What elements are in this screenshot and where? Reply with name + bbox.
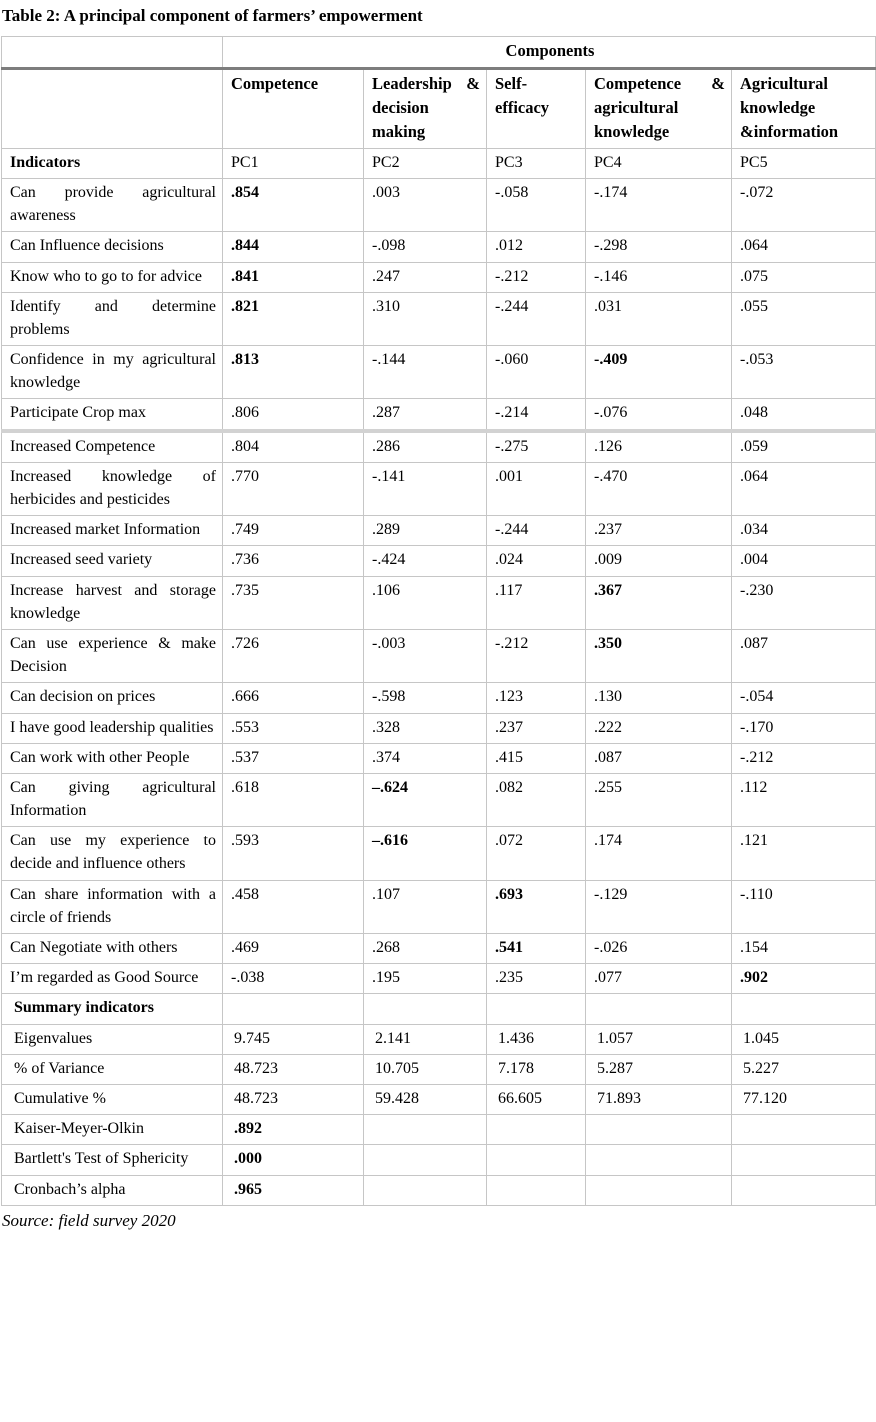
table-row <box>2 546 876 576</box>
value-cell-pc4 <box>586 1175 732 1205</box>
indicator-label: Can use my experience to decide and influence others <box>2 827 223 880</box>
summary-row <box>2 1084 876 1114</box>
empty-cell <box>364 994 487 1024</box>
value-cell-pc1: 9.745 <box>223 1024 364 1054</box>
value-cell-pc3 <box>487 1115 586 1145</box>
pca-table <box>1 36 876 1206</box>
pc-label-2: PC2 <box>364 148 487 178</box>
value-cell-pc1: .553 <box>223 713 364 743</box>
table-row <box>2 516 876 546</box>
indicator-label: Can work with other People <box>2 743 223 773</box>
value-cell-pc2: -.141 <box>364 462 487 515</box>
value-cell-pc4: .237 <box>586 516 732 546</box>
indicator-label: Increased seed variety <box>2 546 223 576</box>
table-row <box>2 683 876 713</box>
value-cell-pc4: .130 <box>586 683 732 713</box>
value-cell-pc2: .247 <box>364 262 487 292</box>
pc-label-3: PC3 <box>487 148 586 178</box>
indicator-label: Kaiser-Meyer-Olkin <box>2 1115 223 1145</box>
value-cell-pc3: 1.436 <box>487 1024 586 1054</box>
summary-row <box>2 1175 876 1205</box>
value-cell-pc4: -.026 <box>586 934 732 964</box>
value-cell-pc5: .902 <box>732 964 876 994</box>
value-cell-pc5: .034 <box>732 516 876 546</box>
indicator-label: Increased market Information <box>2 516 223 546</box>
value-cell-pc2: .286 <box>364 431 487 463</box>
value-cell-pc4: .350 <box>586 629 732 682</box>
indicator-label: Can Influence decisions <box>2 232 223 262</box>
indicator-label: Can provide agricultural awareness <box>2 178 223 231</box>
value-cell-pc3: -.244 <box>487 516 586 546</box>
value-cell-pc2 <box>364 1115 487 1145</box>
value-cell-pc4: .009 <box>586 546 732 576</box>
value-cell-pc3: .024 <box>487 546 586 576</box>
value-cell-pc2 <box>364 1145 487 1175</box>
indicator-label: Increased Competence <box>2 431 223 463</box>
value-cell-pc4: 1.057 <box>586 1024 732 1054</box>
value-cell-pc3: .415 <box>487 743 586 773</box>
value-cell-pc2: -.144 <box>364 346 487 399</box>
column-headers-row <box>2 69 876 149</box>
value-cell-pc5: -.053 <box>732 346 876 399</box>
value-cell-pc2: .003 <box>364 178 487 231</box>
value-cell-pc4 <box>586 1145 732 1175</box>
value-cell-pc5: .075 <box>732 262 876 292</box>
value-cell-pc5: 5.227 <box>732 1054 876 1084</box>
table-row <box>2 292 876 345</box>
value-cell-pc3: -.212 <box>487 629 586 682</box>
value-cell-pc2: -.098 <box>364 232 487 262</box>
table-row <box>2 431 876 463</box>
value-cell-pc4: 5.287 <box>586 1054 732 1084</box>
value-cell-pc5 <box>732 1145 876 1175</box>
value-cell-pc2: .310 <box>364 292 487 345</box>
indicator-label: I have good leadership qualities <box>2 713 223 743</box>
table-row <box>2 576 876 629</box>
value-cell-pc1: .841 <box>223 262 364 292</box>
table-row <box>2 629 876 682</box>
value-cell-pc4: .077 <box>586 964 732 994</box>
value-cell-pc4: -.409 <box>586 346 732 399</box>
value-cell-pc3: .693 <box>487 880 586 933</box>
value-cell-pc3: .123 <box>487 683 586 713</box>
value-cell-pc5 <box>732 1115 876 1145</box>
column-header-1: Competence <box>223 69 364 149</box>
value-cell-pc3 <box>487 1175 586 1205</box>
value-cell-pc5: .087 <box>732 629 876 682</box>
value-cell-pc2: 10.705 <box>364 1054 487 1084</box>
corner-cell <box>2 37 223 69</box>
indicator-label: Increased knowledge of herbicides and pesticides <box>2 462 223 515</box>
value-cell-pc4: -.129 <box>586 880 732 933</box>
value-cell-pc2 <box>364 1175 487 1205</box>
table-row <box>2 773 876 826</box>
value-cell-pc2: 2.141 <box>364 1024 487 1054</box>
value-cell-pc5: .064 <box>732 462 876 515</box>
value-cell-pc3: .072 <box>487 827 586 880</box>
summary-row <box>2 1024 876 1054</box>
value-cell-pc4: -.470 <box>586 462 732 515</box>
indicator-label: Know who to go to for advice <box>2 262 223 292</box>
value-cell-pc1: .593 <box>223 827 364 880</box>
empty-cell <box>223 994 364 1024</box>
components-spanner-header: Components <box>223 37 876 69</box>
table-row <box>2 964 876 994</box>
value-cell-pc4 <box>586 1115 732 1145</box>
value-cell-pc4: .031 <box>586 292 732 345</box>
summary-row <box>2 1054 876 1084</box>
column-header-2: Leadership & decision making <box>364 69 487 149</box>
summary-row <box>2 1145 876 1175</box>
value-cell-pc1: .770 <box>223 462 364 515</box>
indicator-label: Identify and determine problems <box>2 292 223 345</box>
table-row <box>2 880 876 933</box>
value-cell-pc3: -.244 <box>487 292 586 345</box>
value-cell-pc2: –.616 <box>364 827 487 880</box>
table-row <box>2 399 876 431</box>
pc-label-5: PC5 <box>732 148 876 178</box>
value-cell-pc3: -.214 <box>487 399 586 431</box>
value-cell-pc5: .064 <box>732 232 876 262</box>
indicator-label: Can Negotiate with others <box>2 934 223 964</box>
table-row <box>2 934 876 964</box>
value-cell-pc5 <box>732 1175 876 1205</box>
column-header-3: Self-efficacy <box>487 69 586 149</box>
value-cell-pc3: .117 <box>487 576 586 629</box>
value-cell-pc5: -.212 <box>732 743 876 773</box>
value-cell-pc3: .237 <box>487 713 586 743</box>
value-cell-pc4: -.146 <box>586 262 732 292</box>
value-cell-pc3: .012 <box>487 232 586 262</box>
value-cell-pc1: .726 <box>223 629 364 682</box>
value-cell-pc2: .289 <box>364 516 487 546</box>
value-cell-pc1: .000 <box>223 1145 364 1175</box>
value-cell-pc5: .121 <box>732 827 876 880</box>
value-cell-pc3: 7.178 <box>487 1054 586 1084</box>
empty-cell <box>487 994 586 1024</box>
value-cell-pc4: 71.893 <box>586 1084 732 1114</box>
value-cell-pc5: -.170 <box>732 713 876 743</box>
value-cell-pc1: .469 <box>223 934 364 964</box>
indicator-label: Confidence in my agricultural knowledge <box>2 346 223 399</box>
value-cell-pc3: .235 <box>487 964 586 994</box>
value-cell-pc3: .001 <box>487 462 586 515</box>
indicator-label: Increase harvest and storage knowledge <box>2 576 223 629</box>
value-cell-pc1: .821 <box>223 292 364 345</box>
table-row <box>2 346 876 399</box>
indicator-label: Can use experience & make Decision <box>2 629 223 682</box>
value-cell-pc4: -.174 <box>586 178 732 231</box>
value-cell-pc5: .154 <box>732 934 876 964</box>
value-cell-pc1: .965 <box>223 1175 364 1205</box>
empty-cell <box>732 994 876 1024</box>
indicator-label: Bartlett's Test of Sphericity <box>2 1145 223 1175</box>
table-row <box>2 827 876 880</box>
value-cell-pc1: .736 <box>223 546 364 576</box>
indicator-label: Can decision on prices <box>2 683 223 713</box>
value-cell-pc1: .892 <box>223 1115 364 1145</box>
value-cell-pc5: .004 <box>732 546 876 576</box>
value-cell-pc4: -.298 <box>586 232 732 262</box>
value-cell-pc5: -.072 <box>732 178 876 231</box>
value-cell-pc4: -.076 <box>586 399 732 431</box>
empty-cell <box>586 994 732 1024</box>
column-header-4: Competence & agricultural knowledge <box>586 69 732 149</box>
value-cell-pc1: .804 <box>223 431 364 463</box>
indicator-label: Participate Crop max <box>2 399 223 431</box>
table-title: Table 2: A principal component of farmers’ empowerment <box>2 6 423 25</box>
column-header-5: Agricultural knowledge &information <box>732 69 876 149</box>
value-cell-pc1: .813 <box>223 346 364 399</box>
value-cell-pc1: 48.723 <box>223 1054 364 1084</box>
value-cell-pc1: .458 <box>223 880 364 933</box>
table-row <box>2 178 876 231</box>
value-cell-pc5: .055 <box>732 292 876 345</box>
value-cell-pc2: .106 <box>364 576 487 629</box>
table-row <box>2 713 876 743</box>
value-cell-pc1: .854 <box>223 178 364 231</box>
value-cell-pc4: .255 <box>586 773 732 826</box>
value-cell-pc5: 77.120 <box>732 1084 876 1114</box>
indicator-label: % of Variance <box>2 1054 223 1084</box>
indicator-label: Can giving agricultural Information <box>2 773 223 826</box>
table-row <box>2 232 876 262</box>
value-cell-pc2: .287 <box>364 399 487 431</box>
value-cell-pc3 <box>487 1145 586 1175</box>
value-cell-pc2: .374 <box>364 743 487 773</box>
pc-header-row <box>2 148 876 178</box>
indicator-label: Cumulative % <box>2 1084 223 1114</box>
value-cell-pc5: .059 <box>732 431 876 463</box>
value-cell-pc4: .087 <box>586 743 732 773</box>
value-cell-pc5: -.110 <box>732 880 876 933</box>
indicator-label: I’m regarded as Good Source <box>2 964 223 994</box>
value-cell-pc2: .328 <box>364 713 487 743</box>
indicators-header: Indicators <box>2 148 223 178</box>
value-cell-pc2: –.624 <box>364 773 487 826</box>
value-cell-pc2: 59.428 <box>364 1084 487 1114</box>
value-cell-pc3: -.275 <box>487 431 586 463</box>
indicator-label: Cronbach’s alpha <box>2 1175 223 1205</box>
value-cell-pc5: 1.045 <box>732 1024 876 1054</box>
value-cell-pc2: .107 <box>364 880 487 933</box>
summary-indicators-row <box>2 994 876 1024</box>
value-cell-pc4: .222 <box>586 713 732 743</box>
value-cell-pc5: -.054 <box>732 683 876 713</box>
value-cell-pc2: -.003 <box>364 629 487 682</box>
value-cell-pc5: .112 <box>732 773 876 826</box>
value-cell-pc1: .844 <box>223 232 364 262</box>
source-note: Source: field survey 2020 <box>2 1210 176 1230</box>
value-cell-pc3: -.060 <box>487 346 586 399</box>
table-row <box>2 462 876 515</box>
value-cell-pc1: .735 <box>223 576 364 629</box>
value-cell-pc1: .806 <box>223 399 364 431</box>
value-cell-pc4: .367 <box>586 576 732 629</box>
summary-section-label: Summary indicators <box>2 994 223 1024</box>
value-cell-pc3: .082 <box>487 773 586 826</box>
value-cell-pc1: .749 <box>223 516 364 546</box>
value-cell-pc5: -.230 <box>732 576 876 629</box>
value-cell-pc1: 48.723 <box>223 1084 364 1114</box>
value-cell-pc3: 66.605 <box>487 1084 586 1114</box>
indicator-label: Can share information with a circle of friends <box>2 880 223 933</box>
value-cell-pc2: .195 <box>364 964 487 994</box>
value-cell-pc3: -.212 <box>487 262 586 292</box>
value-cell-pc2: -.424 <box>364 546 487 576</box>
value-cell-pc1: .666 <box>223 683 364 713</box>
value-cell-pc5: .048 <box>732 399 876 431</box>
value-cell-pc2: -.598 <box>364 683 487 713</box>
table-row <box>2 262 876 292</box>
value-cell-pc4: .174 <box>586 827 732 880</box>
value-cell-pc2: .268 <box>364 934 487 964</box>
pc-label-1: PC1 <box>223 148 364 178</box>
table-row <box>2 743 876 773</box>
value-cell-pc3: -.058 <box>487 178 586 231</box>
value-cell-pc3: .541 <box>487 934 586 964</box>
components-row <box>2 37 876 69</box>
value-cell-pc1: -.038 <box>223 964 364 994</box>
value-cell-pc1: .618 <box>223 773 364 826</box>
corner-cell-2 <box>2 69 223 149</box>
pc-label-4: PC4 <box>586 148 732 178</box>
summary-row <box>2 1115 876 1145</box>
value-cell-pc4: .126 <box>586 431 732 463</box>
indicator-label: Eigenvalues <box>2 1024 223 1054</box>
value-cell-pc1: .537 <box>223 743 364 773</box>
